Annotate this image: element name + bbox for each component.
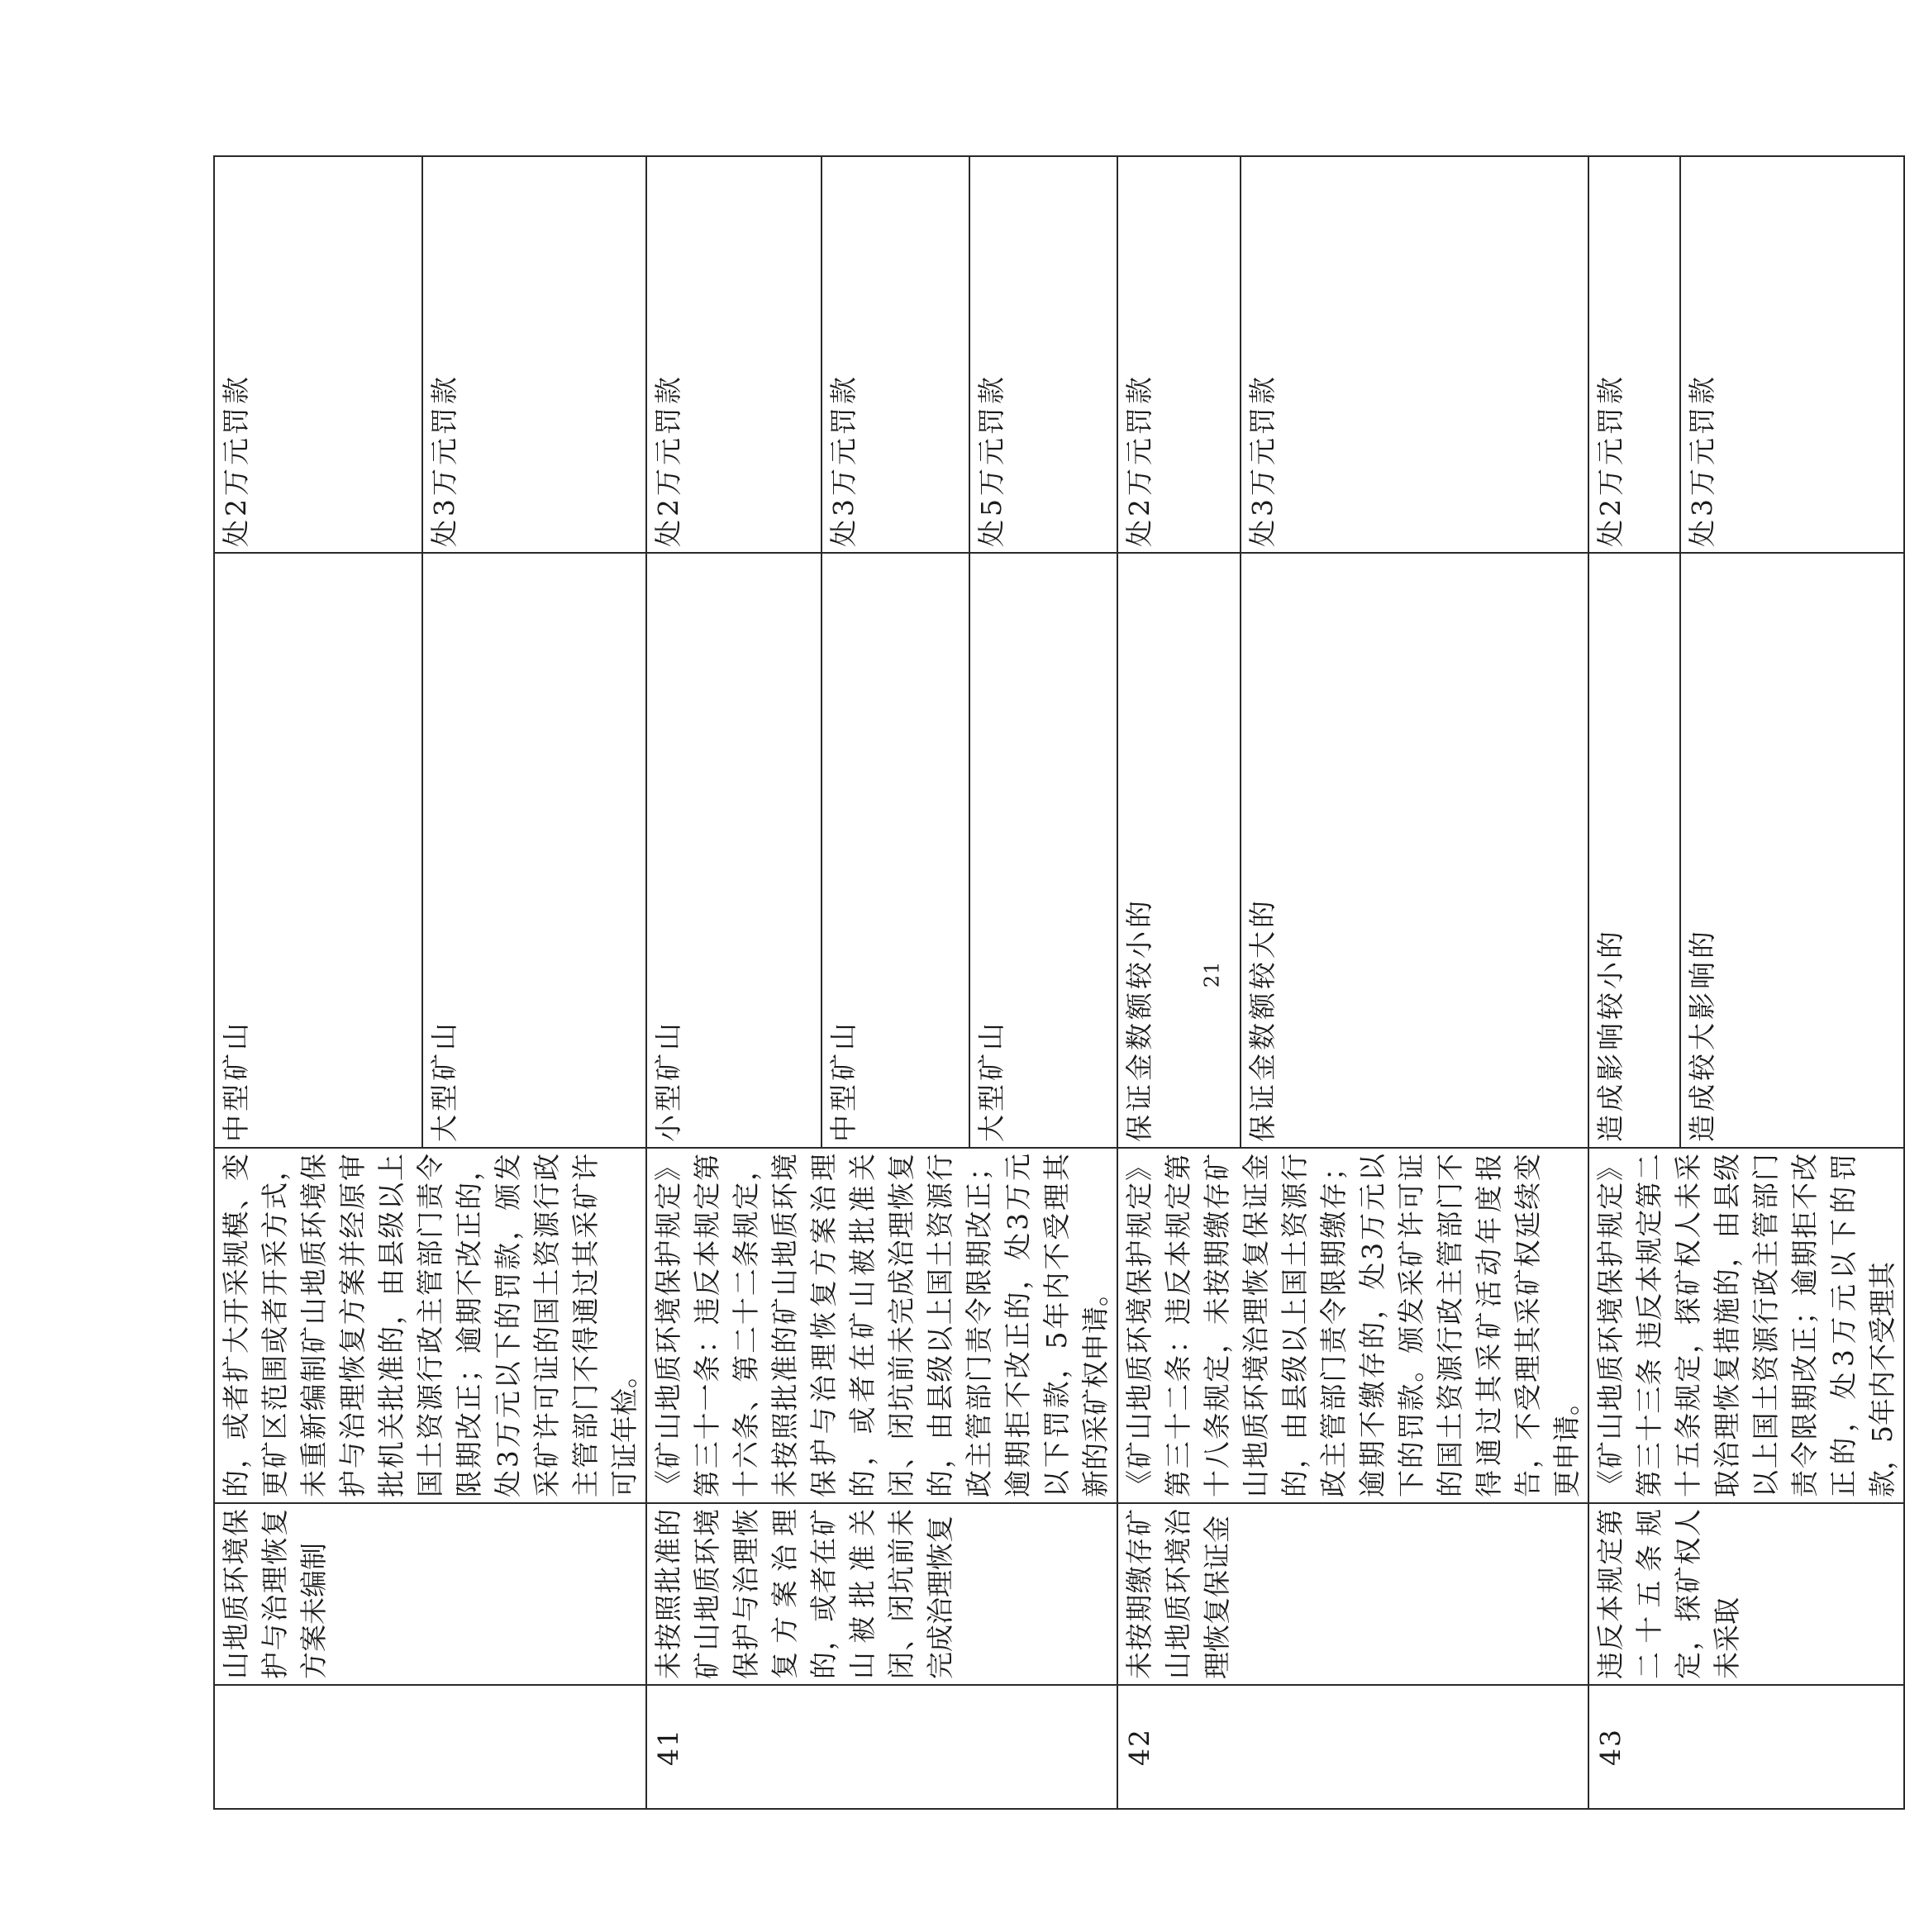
row-number: 42	[1117, 1685, 1588, 1809]
table-row	[214, 156, 422, 1809]
condition-cell: 中型矿山	[822, 553, 969, 1148]
table-row	[1588, 156, 1680, 1809]
legal-basis: 《矿山地质环境保护规定》第三十二条：违反本规定第十八条规定，未按期缴存矿山地质环境治理恢复保证金的，由县级以上国土资源行政主管部门责令限期缴存；逾期不缴存的，处3万元以下的罚款。颁发采矿许可证的国土资源行政主管部门不得通过其采矿活动年度报告，不受理其采矿权延续变更申请。	[1117, 1148, 1588, 1503]
condition-cell: 小型矿山	[646, 553, 822, 1148]
violation-item: 未按期缴存矿山地质环境治理恢复保证金	[1117, 1503, 1588, 1685]
condition-cell: 中型矿山	[214, 553, 422, 1148]
legal-basis: 的，或者扩大开采规模、变更矿区范围或者开采方式，未重新编制矿山地质环境保护与治理恢复方案并经原审批机关批准的，由县级以上国土资源行政主管部门责令限期改正；逾期不改正的，处3万元以下的罚款，颁发采矿许可证的国土资源行政主管部门不得通过其采矿许可证年检。	[214, 1148, 646, 1503]
condition-cell: 大型矿山	[422, 553, 646, 1148]
page-number: 21	[1200, 960, 1224, 988]
penalty-cell: 处2万元罚款	[646, 156, 822, 553]
penalty-cell: 处2万元罚款	[1117, 156, 1241, 553]
legal-basis: 《矿山地质环境保护规定》第三十一条：违反本规定第十六条、第二十二条规定，未按照批准的矿山地质环境保护与治理恢复方案治理的，或者在矿山被批准关闭、闭坑前未完成治理恢复的，由县级以上国土资源行政主管部门责令限期改正；逾期拒不改正的，处3万元以下罚款，5年内不受理其新的采矿权申请。	[646, 1148, 1117, 1503]
violation-item: 山地质环境保护与治理恢复方案未编制	[214, 1503, 646, 1685]
penalty-cell: 处3万元罚款	[1680, 156, 1904, 553]
penalty-cell: 处3万元罚款	[422, 156, 646, 553]
violation-item: 未按照批准的矿山地质环境保护与治理恢复方案治理的，或者在矿山被批准关闭、闭坑前未完成治理恢复	[646, 1503, 1117, 1685]
condition-cell: 保证金数额较小的	[1117, 553, 1241, 1148]
row-number: 43	[1588, 1685, 1904, 1809]
condition-cell: 保证金数额较大的	[1241, 553, 1588, 1148]
penalty-cell: 处3万元罚款	[822, 156, 969, 553]
penalty-cell: 处5万元罚款	[969, 156, 1117, 553]
penalty-cell: 处2万元罚款	[214, 156, 422, 553]
condition-cell: 造成影响较小的	[1588, 553, 1680, 1148]
condition-cell: 造成较大影响的	[1680, 553, 1904, 1148]
row-number	[214, 1685, 646, 1809]
penalty-cell: 处3万元罚款	[1241, 156, 1588, 553]
row-number: 41	[646, 1685, 1117, 1809]
table-row	[646, 156, 822, 1809]
penalty-cell: 处2万元罚款	[1588, 156, 1680, 553]
penalty-table	[213, 155, 1905, 1810]
violation-item: 违反本规定第二十五条规定，探矿权人未采取	[1588, 1503, 1904, 1685]
condition-cell: 大型矿山	[969, 553, 1117, 1148]
legal-basis: 《矿山地质环境保护规定》第三十三条 违反本规定第二十五条规定，探矿权人未采取治理恢复措施的，由县级以上国土资源行政主管部门责令限期改正；逾期拒不改正的，处3万元以下的罚款，5年内不受理其	[1588, 1148, 1904, 1503]
